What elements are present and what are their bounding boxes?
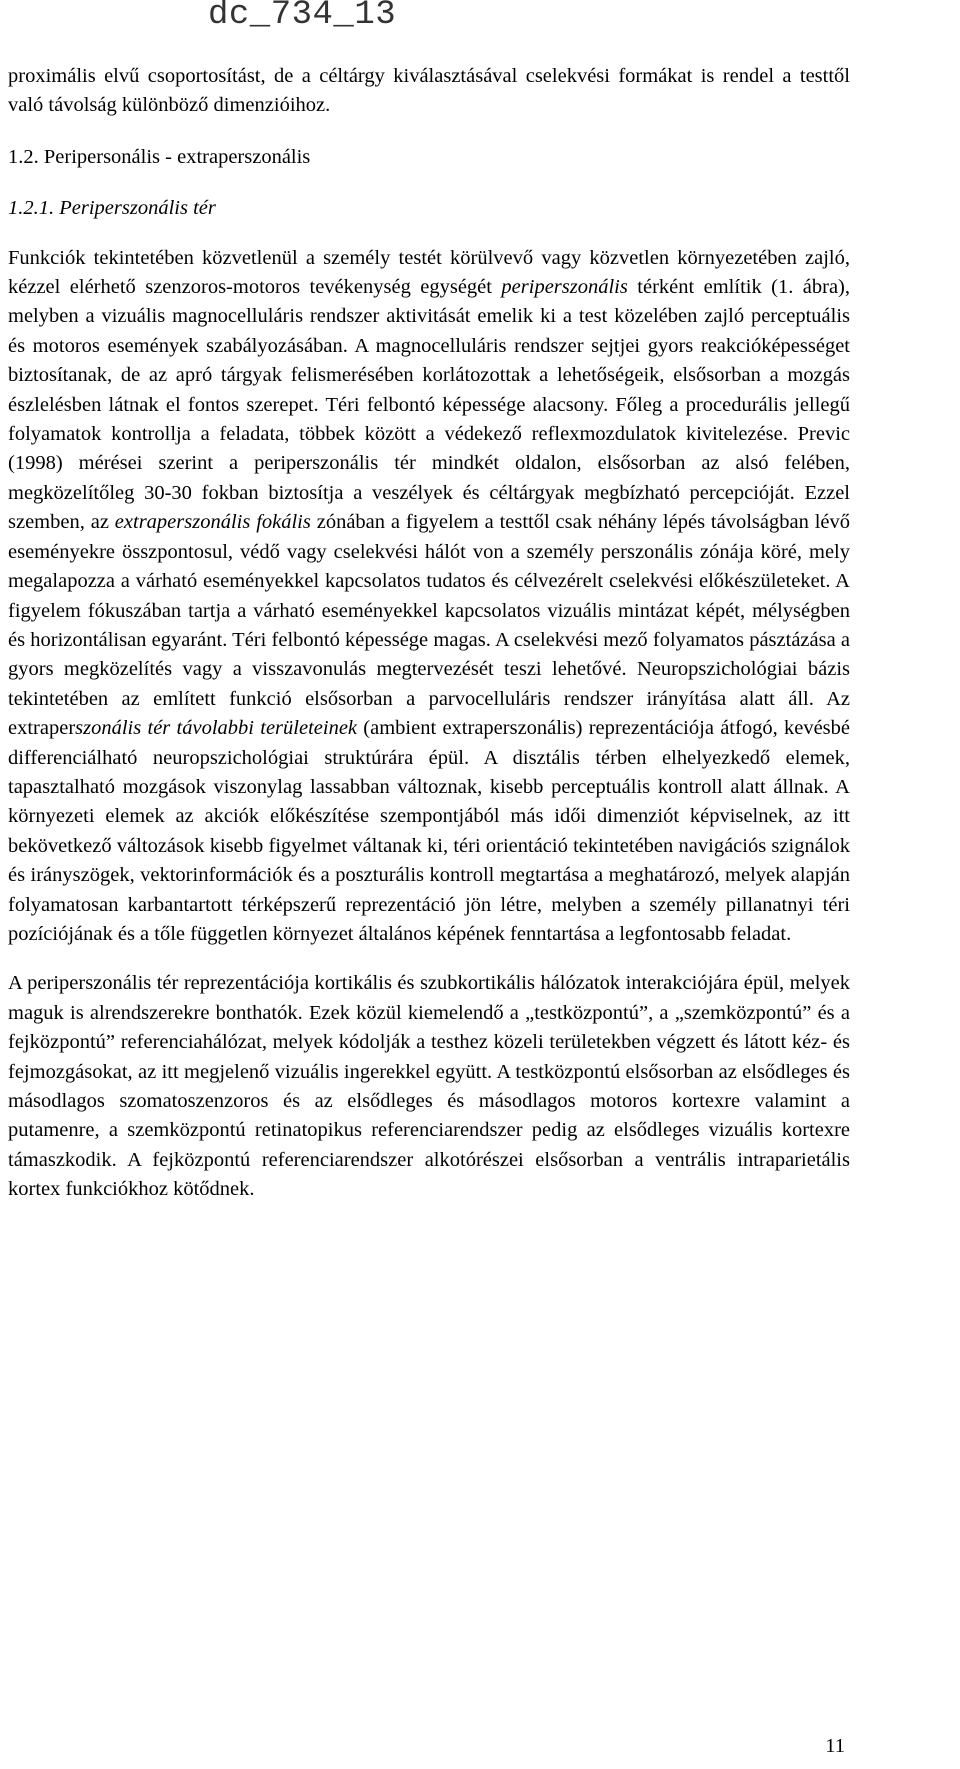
subsection-heading: 1.2.1. Periperszonális tér (8, 197, 216, 220)
intro-paragraph: proximális elvű csoportosítást, de a céltárgy kiválasztásával cselekvési formákat is rendel a testtől való távolság különböző dimenzióihoz. (8, 65, 850, 117)
term-tavolabbi-teruletek: szonális tér távolabbi területeinek (75, 717, 358, 740)
page-content (8, 62, 850, 1205)
page-number: 11 (825, 1735, 845, 1757)
body-paragraph-1-text-d: (ambient extraperszonális) reprezentációja átfogó, kevésbé differenciálható neuropszichológiai struktúrára épül. A disztális térben elhelyezkedő elemek, tapasztalható mozgások viszonylag lassabban változnak, kisebb perceptuális kontroll alatt állnak. A környezeti elemek az akciók előkészítése szempontjából más idői dimenziót képviselnek, az itt bekövetkező változások kisebb figyelmet váltanak ki, téri orientáció tekintetében navigációs szignálok és irányszögek, vektorinformációk és a poszturális kontroll megtartása a meghatározó, melyek alapján folyamatosan karbantartott térképszerű reprezentáció jön létre, melyben a személy pillanatnyi téri pozíciójának és a tőle független környezet általános képének fenntartása a legfontosabb feladat. (8, 717, 850, 945)
body-paragraph-1-text-a: Funkciók tekintetében közvetlenül a személy testét körülvevő vagy közvetlen környezetében zajló, kézzel elérhető szenzoros-motoros tevékenység egységét (8, 246, 850, 299)
body-paragraph-1 (8, 244, 850, 950)
term-periperszonalis: periperszonális (501, 276, 628, 299)
body-paragraph-1-text-b: térként említik (1. ábra), melyben a vizuális magnocelluláris rendszer aktivitását emelik ki a test közelében zajló perceptuális és motoros események szabályozásában. A magnocelluláris rendszer sejtjei gyors reakcióképességet biztosítanak, de az apró tárgyak felismerésében korlátozottak a lehetőségeik, elsősorban a mozgás észlelésben látnak el fontos szerepet. Téri felbontó képessége alacsony. Főleg a procedurális jellegű folyamatok kontrollja a feladata, többek között a védekező reflexmozdulatok kivitelezése. Previc (1998) mérései szerint a periperszonális tér mindkét oldalon, elsősorban az alsó felében, megközelítőleg 30-30 fokban biztosítja a veszélyek és céltárgyak megbízható percepcióját. Ezzel szemben, az (8, 276, 851, 534)
body-paragraph-2: A periperszonális tér reprezentációja kortikális és szubkortikális hálózatok interakciójára épül, melyek maguk is alrendszerekre bonthatók. Ezek közül kiemelendő a „testközpontú”, a „szemközpontú” és a fejközpontú” referenciahálózat, melyek kódolják a testhez közeli területekben végzett és látott kéz- és fejmozgásokat, az itt megjelenő vizuális ingerekkel együtt. A testközpontú elsősorban az elsődleges és másodlagos szomatoszenzoros és az elsődleges és másodlagos motoros kortexre valamint a putamenre, a szemközpontú retinatopikus referenciarendszer pedig az elsődleges vizuális kortexre támaszkodik. A fejközpontú referenciarendszer alkotórészei elsősorban a ventrális intraparietális kortex funkciókhoz kötődnek. (8, 972, 850, 1201)
body-paragraph-1-text-c: zónában a figyelem a testtől csak néhány lépés távolságban lévő eseményekre összpontosul, védő vagy cselekvési hálót von a személy perszonális zónája köré, mely megalapozza a várható eseményekkel kapcsolatos tudatos és célvezérelt cselekvési előkészületeket. A figyelem fókuszában tartja a várható eseményekkel kapcsolatos vizuális mintázat képét, mélységben és horizontálisan egyaránt. Téri felbontó képessége magas. A cselekvési mező folyamatos pásztázása a gyors megközelítés vagy a visszavonulás megtervezését teszi lehetővé. Neuropszichológiai bázis tekintetében az említett funkció elsősorban a parvocelluláris rendszer irányítása alatt áll. Az extraper (8, 511, 851, 740)
section-heading: 1.2. Peripersonális - extraperszonális (8, 145, 311, 168)
document-id-header: dc_734_13 (208, 0, 397, 34)
term-extraperszonalis-fokalis: extraperszonális fokális (114, 511, 311, 534)
